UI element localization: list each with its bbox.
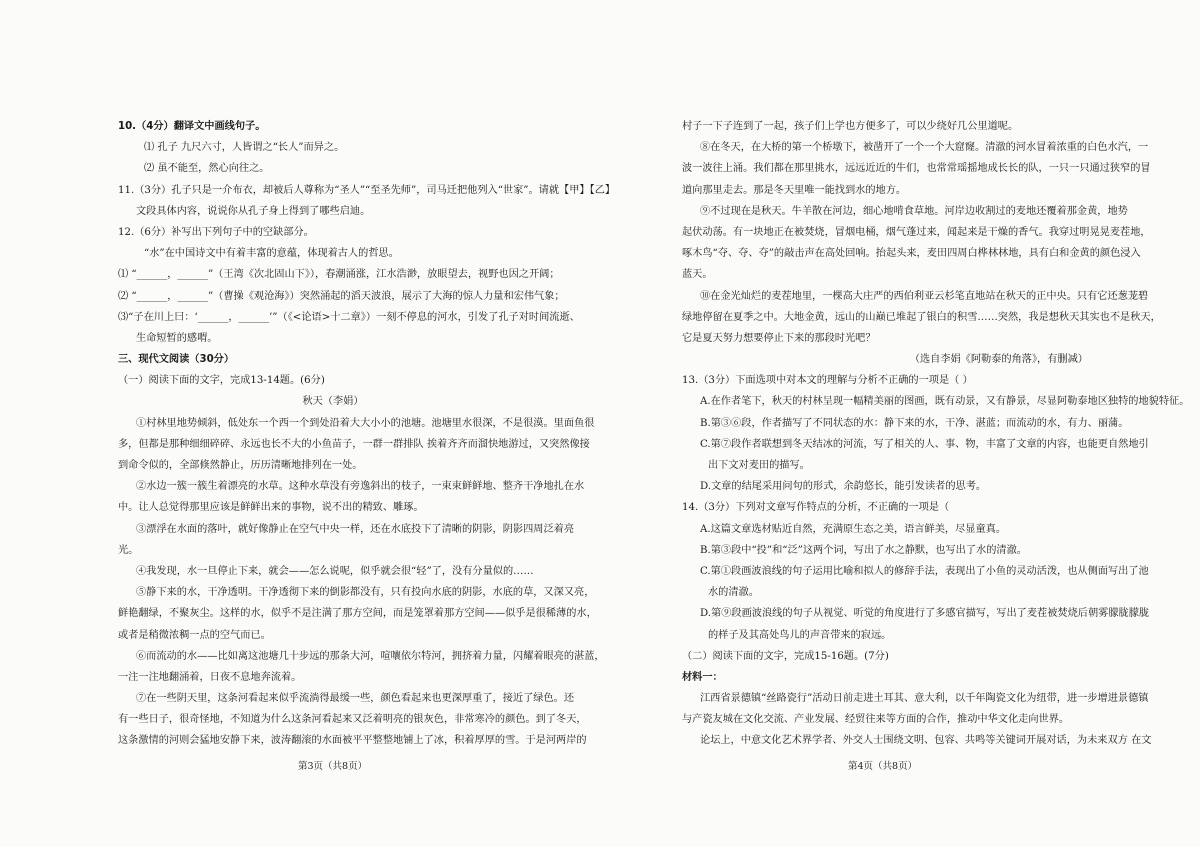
q11-title: 11.（3分）孔子只是一介布衣，却被后人尊称为“圣人”“至圣先师”，司马迁把他列入“世家”。请就【甲】【乙】 — [118, 184, 616, 196]
paragraph-line: ⑧在冬天，在大桥的第一个桥墩下，被凿开了一个一个大窟窿。清澈的河水冒着浓重的白色水汽，一 — [700, 142, 1149, 154]
paragraph-line: 光。 — [118, 544, 139, 556]
q11-continuation: 文段具体内容，说说你从孔子身上得到了哪些启迪。 — [136, 205, 371, 217]
article-title: 秋天（李娟） — [302, 396, 364, 408]
paragraph-line: 这条激情的河则会猛地安静下来，波涛翻滚的水面被平平整整地铺上了冰，积着厚厚的雪。于是河两岸的 — [118, 735, 587, 747]
q14-title: 14.（3分）下列对文章写作特点的分析，不正确的一项是（ — [682, 502, 950, 514]
paragraph-line: ⑤静下来的水，干净透明。干净透彻下来的倒影都没有，只有投向水底的阴影，水底的草，又深又亮， — [136, 587, 595, 599]
right-page — [682, 116, 1190, 752]
paragraph-line: 中。让人总觉得那里应该是鲜鲜出来的事物，说不出的精致、雕琢。 — [118, 502, 424, 514]
paragraph-line: 江西省景德镇“丝路瓷行”活动日前走进土耳其、意大利，以千年陶瓷文化为纽带，进一步增进景德镇 — [700, 693, 1149, 705]
q13-option-c-cont: 出下文对麦田的描写。 — [708, 460, 810, 471]
paragraph-line: 一注一注地翻涌着，日夜不息地奔流着。 — [118, 671, 302, 683]
q13-option-c: C.第⑦段作者联想到冬天结冰的河流，写了相关的人、事、物，丰富了文章的内容，也能更自然地引 — [700, 438, 1149, 450]
q12-item-1: ⑴ “______，______”（王湾《次北固山下》），春潮涌涨，江水浩渺，放眼望去，视野也因之开阔； — [118, 269, 560, 281]
q10-title: 10.（4分）翻译文中画线句子。 — [118, 121, 266, 132]
q12-item-2: ⑵ “______，______”（曹操《观沧海》）突然涌起的滔天波浪，展示了大海的惊人力量和宏伟气象； — [118, 290, 565, 302]
paragraph-line: 蓝天。 — [682, 269, 713, 281]
q10-item-2: ⑵ 虽不能至，然心向往之。 — [144, 163, 270, 175]
reading-instructions: （一）阅读下面的文字，完成13-14题。(6分) — [118, 375, 325, 387]
q13-option-b: B.第③⑥段，作者描写了不同状态的水：静下来的水，干净、湛蓝；而流动的水，有力、丽蒲。 — [700, 417, 1129, 429]
paragraph-line: ⑩在金光灿烂的麦茬地里，一棵高大庄严的西伯利亚云杉笔直地站在秋天的正中央。只有它还葱茏碧 — [700, 290, 1149, 302]
q12-title: 12.（6分）补写出下列句子中的空缺部分。 — [118, 226, 314, 238]
q13-option-d: D.文章的结尾采用问句的形式，余韵悠长，能引发读者的思考。 — [700, 481, 987, 493]
q14-option-b: B.第③段中“投”和“泛”这两个词，写出了水之静默，也写出了水的清澈。 — [700, 544, 1027, 556]
paragraph-line: 鲜艳翻绿，不聚灰尘。这样的水，似乎不是注满了那方空间，而是笼罩着那方空间——似乎是很稀薄的水， — [118, 608, 597, 620]
q10-item-1: ⑴ 孔子 九尺六寸，人皆谓之“长人”而异之。 — [144, 142, 345, 154]
q12-item-3-cont: 生命短暂的感喟。 — [136, 332, 218, 344]
q14-option-d: D.第⑨段画波浪线的句子从视觉、听觉的角度进行了多感官描写，写出了麦茬被焚烧后朝雾朦胧朦胧 — [700, 608, 1150, 620]
paragraph-line: 或者是稍微浓稠一点的空气而已。 — [118, 629, 271, 641]
q12-intro: “水”在中国诗文中有着丰富的意蕴，体现着古人的哲思。 — [144, 248, 399, 260]
paragraph-line: ⑦在一些阴天里，这条河看起来似乎流淌得最缓一些，颜色看起来也更深厚重了，接近了绿色。还 — [136, 693, 575, 705]
paragraph-line: 与产瓷友城在文化交流、产业发展、经贸往来等方面的合作，推动中华文化走向世界。 — [682, 714, 1070, 726]
paragraph-line: 道向那里走去。那是冬天里唯一能找到水的地方。 — [682, 184, 907, 196]
paragraph-line: ③漂浮在水面的落叶，就好像静止在空气中央一样，还在水底投下了清晰的阴影，阴影四周泛着亮 — [136, 523, 575, 535]
q14-option-d-cont: 的样子及其高处鸟儿的声音带来的寂远。 — [708, 629, 892, 641]
paragraph-line: 论坛上，中意文化艺术界学者、外交人士围绕文明、包容、共鸣等关键词开展对话，为未来双方 在文 — [700, 735, 1152, 747]
source-citation: （选自李娟《阿勒泰的角落》，有删减） — [909, 354, 1088, 366]
q13-title: 13.（3分）下面选项中对本文的理解与分析不正确的一项是（ ） — [682, 375, 973, 387]
paragraph-line: 波一波往上涌。我们都在那里挑水，远远近近的牛们，也常常瑶摇地成长长的队，一只一只通过狭窄的冒 — [682, 163, 1151, 175]
q14-option-c-cont: 水的清澈。 — [708, 587, 759, 599]
paragraph-line: 绿地停留在夏季之中。大地金黄，远山的山巅已堆起了银白的积雪……突然，我是想秋天其实也不是秋天， — [682, 311, 1161, 323]
paragraph-line: 村子一下子连到了一起，孩子们上学也方便多了，可以少绕好几公里道呢。 — [682, 121, 1019, 132]
paragraph-line: ②水边一簇一簇生着漂亮的水草。这种水草没有旁逸斜出的枝子，一束束鲜鲜地、整齐干净地扎在水 — [136, 481, 585, 493]
q14-option-c: C.第①段画波浪线的句子运用比喻和拟人的修辞手法，表现出了小鱼的灵动活泼，也从侧面写出了池 — [700, 565, 1149, 577]
paragraph-line: ⑥而流动的水——比如离这池塘几十步远的那条大河，喧嚷依尔特河，拥挤着力量，闪耀着眼亮的湛蓝， — [136, 650, 605, 662]
paragraph-line: ⑨不过现在是秋天。牛羊散在河边，细心地啃食草地。河岸边收割过的麦地还覆着那金黄，地势 — [700, 205, 1128, 217]
q13-option-a: A.在作者笔下，秋天的村林呈现一幅精美丽的图画，既有动景，又有静景，尽显阿勒泰地区独特的地貌特征。 — [700, 396, 1190, 408]
q14-option-a: A.这篇文章选材贴近自然，充满原生态之美，语言鲜美，尽显童真。 — [700, 523, 1007, 535]
left-page — [118, 116, 616, 752]
page-number-right: 第4页（共8页） — [848, 761, 918, 772]
reading-instructions-2: （二）阅读下面的文字，完成15-16题。(7分) — [682, 650, 889, 662]
material-label: 材料一： — [682, 671, 723, 683]
q12-item-3: ⑶“子在川上曰：‘______，______’”（《<论语>十二章》）一刻不停息的河水，引发了孔子对时间流逝、 — [118, 311, 580, 323]
paragraph-line: 啄木鸟“夺、夺、夺”的敲击声在高处回响。抬起头来，麦田四周白桦林林地，具有白和金黄的颜色浸入 — [682, 248, 1141, 260]
paragraph-line: ④我发现，水一旦停止下来，就会——怎么说呢，似乎就会很“轻”了，没有分量似的…… — [136, 565, 534, 577]
paragraph-line: 它是夏天努力想要停止下来的那段时光吧？ — [682, 332, 876, 344]
section-heading: 三、现代文阅读（30分） — [118, 354, 235, 366]
paragraph-line: 到命令似的，全部倏然静止，历历清晰地排列在一处。 — [118, 460, 363, 471]
paragraph-line: 有一些日子，很奇怪地，不知道为什么这条河看起来又泛着明亮的银灰色，非常寒冷的颜色。到了冬天， — [118, 714, 587, 726]
page-number-left: 第3页（共8页） — [298, 761, 368, 772]
paragraph-line: ①村林里地势倾斜，低处东一个西一个到处沿着大大小小的池塘。池塘里水很深，不是很漠。里面鱼很 — [136, 417, 595, 429]
paragraph-line: 多，但都是那种细细碎碎、永远也长不大的小鱼苗子，一群一群排队 挨着齐齐而溜快地游过，又突然像接 — [118, 438, 590, 450]
paragraph-line: 起伏动荡。有一块地正在被焚烧，冒烟电桶，烟气蓬过来，闻起来是干燥的香气。我穿过明晃晃麦茬地， — [682, 226, 1151, 238]
